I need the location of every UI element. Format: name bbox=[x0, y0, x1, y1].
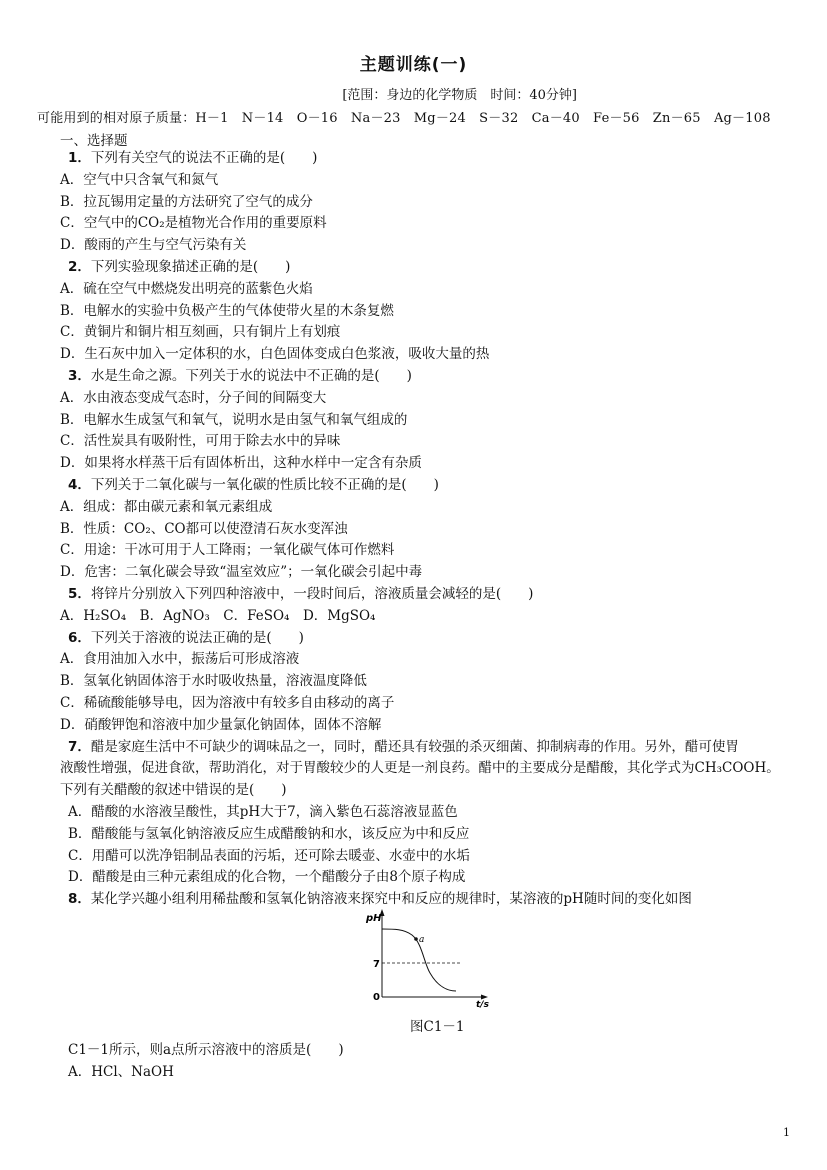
option: C．空气中的CO₂是植物光合作用的重要原料 bbox=[60, 215, 327, 232]
tick-label-7: 7 bbox=[373, 959, 380, 970]
origin-label: 0 bbox=[373, 992, 380, 1003]
option: A．食用油加入水中，振荡后可形成溶液 bbox=[60, 651, 300, 668]
option: C．黄铜片和铜片相互刻画，只有铜片上有划痕 bbox=[60, 324, 341, 341]
atomic-masses: 可能用到的相对原子质量：H－1 N－14 O－16 Na－23 Mg－24 S－32 Ca－40 Fe－56 Zn－65 Ag－108 bbox=[37, 111, 771, 126]
y-axis-label: pH bbox=[366, 913, 382, 924]
option: D．危害：二氧化碳会导致“温室效应”；一氧化碳会引起中毒 bbox=[60, 564, 423, 581]
point-a-label: a bbox=[419, 935, 425, 945]
question-list bbox=[60, 148, 795, 911]
option: B．拉瓦锡用定量的方法研究了空气的成分 bbox=[60, 193, 313, 210]
option: C．活性炭具有吸附性，可用于除去水中的异味 bbox=[60, 433, 341, 450]
page-number: 1 bbox=[783, 1126, 790, 1139]
question-2: 2．下列实验现象描述正确的是( ) bbox=[68, 258, 291, 275]
option: B．性质：CO₂、CO都可以使澄清石灰水变浑浊 bbox=[60, 520, 348, 537]
question-7-line-3: 下列有关醋酸的叙述中错误的是( ) bbox=[60, 782, 287, 799]
option: B．氢氧化钠固体溶于水时吸收热量，溶液温度降低 bbox=[60, 673, 367, 690]
option: C．用途：干冰可用于人工降雨；一氧化碳气体可作燃料 bbox=[60, 542, 395, 559]
x-axis-label: t/s bbox=[476, 1000, 489, 1010]
option: A．水由液态变成气态时，分子间的间隔变大 bbox=[60, 389, 327, 406]
question-6: 6．下列关于溶液的说法正确的是( ) bbox=[68, 629, 304, 646]
option: B．电解水的实验中负极产生的气体使带火星的木条复燃 bbox=[60, 302, 394, 319]
x-axis-arrow bbox=[481, 995, 488, 1000]
option: B．电解水生成氢气和氧气，说明水是由氢气和氧气组成的 bbox=[60, 411, 408, 428]
option: B．醋酸能与氢氧化钠溶液反应生成醋酸钠和水，该反应为中和反应 bbox=[68, 825, 470, 842]
option: A．空气中只含氧气和氮气 bbox=[60, 171, 219, 188]
option: A．硫在空气中燃烧发出明亮的蓝紫色火焰 bbox=[60, 280, 313, 297]
question-7-line-2: 液酸性增强，促进食欲，帮助消化，对于胃酸较少的人更是一剂良药。醋中的主要成分是醋酸，其化学式为CH₃COOH。 bbox=[60, 760, 780, 777]
question-1: 1．下列有关空气的说法不正确的是( ) bbox=[68, 150, 318, 166]
section-title: 一、选择题 bbox=[60, 133, 128, 149]
option: A．组成：都由碳元素和氧元素组成 bbox=[60, 498, 273, 515]
exam-scope: [范围：身边的化学物质 时间：40分钟] bbox=[342, 88, 577, 103]
page-title: 主题训练(一) bbox=[359, 55, 468, 75]
question-3: 3．水是生命之源。下列关于水的说法中不正确的是( ) bbox=[68, 367, 412, 384]
question-8: 8．某化学兴趣小组利用稀盐酸和氢氧化钠溶液来探究中和反应的规律时，某溶液的pH随时间的变化如图 bbox=[68, 891, 692, 908]
option: D．生石灰中加入一定体积的水，白色固体变成白色浆液，吸收大量的热 bbox=[60, 346, 490, 363]
option: A．醋酸的水溶液呈酸性，其pH大于7，滴入紫色石蕊溶液显蓝色 bbox=[68, 803, 458, 820]
option: D．酸雨的产生与空气污染有关 bbox=[60, 237, 247, 254]
option: C．稀硫酸能够导电，因为溶液中有较多自由移动的离子 bbox=[60, 694, 395, 711]
question-5: 5．将锌片分别放入下列四种溶液中，一段时间后，溶液质量会减轻的是( ) bbox=[68, 585, 534, 602]
option: D．硝酸钾饱和溶液中加少量氯化钠固体，固体不溶解 bbox=[60, 716, 382, 733]
option: A．HCl、NaOH bbox=[68, 1064, 174, 1080]
option: A．H₂SO₄ B．AgNO₃ C．FeSO₄ D．MgSO₄ bbox=[60, 607, 376, 624]
point-a bbox=[414, 937, 418, 941]
question-8-line-2: C1－1所示，则a点所示溶液中的溶质是( ) bbox=[68, 1042, 344, 1058]
option: D．醋酸是由三种元素组成的化合物，一个醋酸分子由8个原子构成 bbox=[68, 869, 466, 886]
question-8-continued bbox=[60, 1039, 795, 1083]
option: D．如果将水样蒸干后有固体析出，这种水样中一定含有杂质 bbox=[60, 455, 422, 472]
question-4: 4．下列关于二氧化碳与一氧化碳的性质比较不正确的是( ) bbox=[68, 476, 439, 493]
figure-caption: 图C1－1 bbox=[410, 1019, 465, 1035]
option: C．用醋可以洗净铝制品表面的污垢，还可除去暖壶、水壶中的水垢 bbox=[68, 847, 470, 864]
question-7: 7．醋是家庭生活中不可缺少的调味品之一，同时，醋还具有较强的杀灭细菌、抑制病毒的作用。另外，醋可使胃 bbox=[68, 738, 739, 755]
